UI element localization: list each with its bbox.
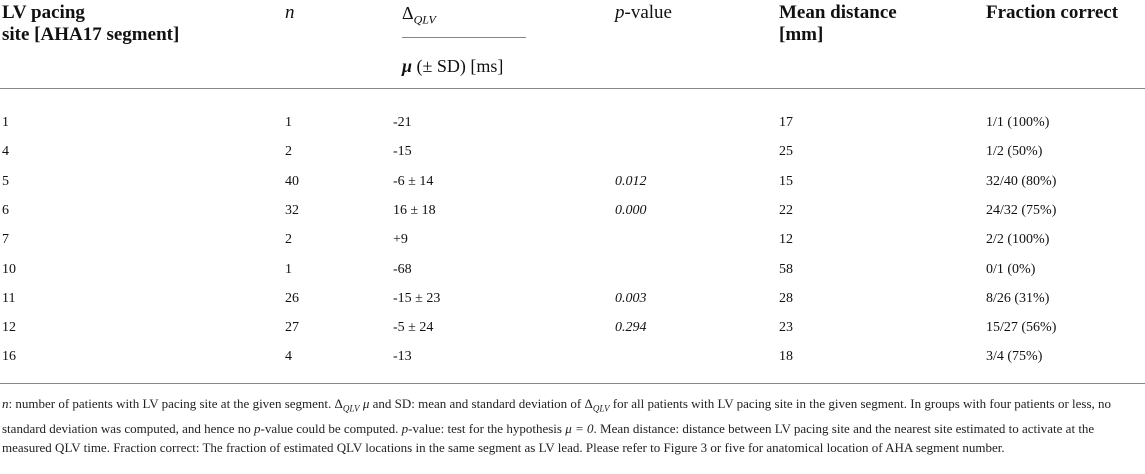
footer-divider [0,383,1145,384]
cell-n: 2 [285,232,292,248]
cell-frac: 15/27 (56%) [986,320,1057,336]
cell-frac: 3/4 (75%) [986,349,1043,365]
cell-dist: 28 [779,290,793,306]
header-p-rest: -value [624,2,672,23]
cell-site: 16 [2,349,16,365]
cell-site: 7 [2,232,9,248]
header-divider [0,88,1145,89]
cell-delta: +9 [393,232,408,248]
cell-dist: 15 [779,173,793,189]
cell-delta: -15 ± 23 [393,290,441,306]
header-p-value [615,2,672,24]
cell-dist: 58 [779,261,793,277]
table-row [0,115,1145,139]
foot-text-1: : number of patients with LV pacing site at the given segment. Δ [8,396,343,411]
cell-frac: 1/2 (50%) [986,144,1043,160]
header-mu-rest: (± SD) [ms] [412,56,504,76]
cell-frac: 32/40 (80%) [986,173,1057,189]
cell-frac: 1/1 (100%) [986,115,1050,130]
header-site-line2: site [AHA17 segment] [2,24,180,45]
header-p-italic: p [615,2,625,23]
cell-frac: 8/26 (31%) [986,290,1050,306]
header-n: n [285,2,295,23]
cell-site: 6 [2,202,9,218]
foot-text-6: -value: test for the hypothesis [408,420,566,436]
cell-site: 10 [2,261,16,277]
header-delta-rule [402,37,526,38]
foot-mu-0: μ = 0 [565,420,594,436]
header-lv-pacing-site [2,2,179,46]
table-row [0,320,1145,344]
foot-p-1: p [253,420,261,436]
cell-site: 11 [2,290,16,306]
header-delta-subscript: QLV [413,12,436,27]
cell-delta: -68 [393,261,412,277]
table-footnote [2,394,1142,457]
header-site-line1: LV pacing [2,2,85,23]
cell-dist: 23 [779,320,793,336]
table-row [0,203,1145,227]
foot-sub-1: QLV [342,403,360,414]
cell-dist: 17 [779,115,793,130]
cell-site: 12 [2,320,16,336]
cell-n: 26 [285,290,299,306]
cell-p: 0.003 [615,290,647,306]
foot-text-4: for all patients with LV pacing site in the given segment. In groups with four patients or less, no standard deviation was computed, and hence no [2,396,1112,436]
table-row [0,262,1145,286]
cell-site: 4 [2,144,9,160]
cell-site: 5 [2,173,9,189]
cell-frac: 2/2 (100%) [986,232,1050,248]
cell-frac: 0/1 (0%) [986,261,1036,277]
header-dist-line1: Mean distance [779,2,897,23]
cell-n: 32 [285,202,299,218]
foot-text-5: -value could be computed. [260,420,402,436]
foot-text-3: and SD: mean and standard deviation of Δ [369,396,593,411]
table-row [0,291,1145,315]
table-row [0,349,1145,373]
cell-dist: 12 [779,232,793,248]
header-dist-line2: [mm] [779,24,824,45]
cell-n: 1 [285,261,292,277]
cell-p: 0.012 [615,173,647,189]
cell-n: 40 [285,173,299,189]
cell-site: 1 [2,115,9,130]
table-row [0,232,1145,256]
cell-n: 27 [285,320,299,336]
cell-delta: 16 ± 18 [393,202,436,218]
header-mean-distance [779,2,897,46]
cell-p: 0.000 [615,202,647,218]
cell-frac: 24/32 (75%) [986,202,1057,218]
cell-dist: 22 [779,202,793,218]
cell-n: 1 [285,115,292,130]
cell-p: 0.294 [615,320,647,336]
foot-n-term: n [2,396,9,411]
foot-sub-2: QLV [592,403,610,414]
cell-delta: -6 ± 14 [393,173,434,189]
cell-dist: 18 [779,349,793,365]
header-mu-sd [402,56,503,77]
cell-delta: -15 [393,144,412,160]
cell-n: 2 [285,144,292,160]
cell-delta: -5 ± 24 [393,320,434,336]
header-delta-qlv [402,3,436,28]
header-fraction-correct: Fraction correct [986,2,1119,23]
cell-n: 4 [285,349,292,365]
table-row [0,174,1145,198]
foot-text-7: . Mean distance: distance between LV pacing site and the nearest site estimated to activate at the measured QLV time. Fraction correct: The fraction of estimated QLV locations in the same segment as LV lead. Please refer to Figure 3 or five for anatomical location of AHA segment number. [2,420,1095,455]
header-delta-symbol: Δ [402,3,414,23]
header-mu-symbol: μ [402,56,413,76]
cell-dist: 25 [779,144,793,160]
cell-delta: -21 [393,115,412,130]
cell-delta: -13 [393,349,412,365]
foot-p-2: p [401,420,409,436]
table-row [0,144,1145,168]
foot-mu-1: μ [362,396,370,411]
